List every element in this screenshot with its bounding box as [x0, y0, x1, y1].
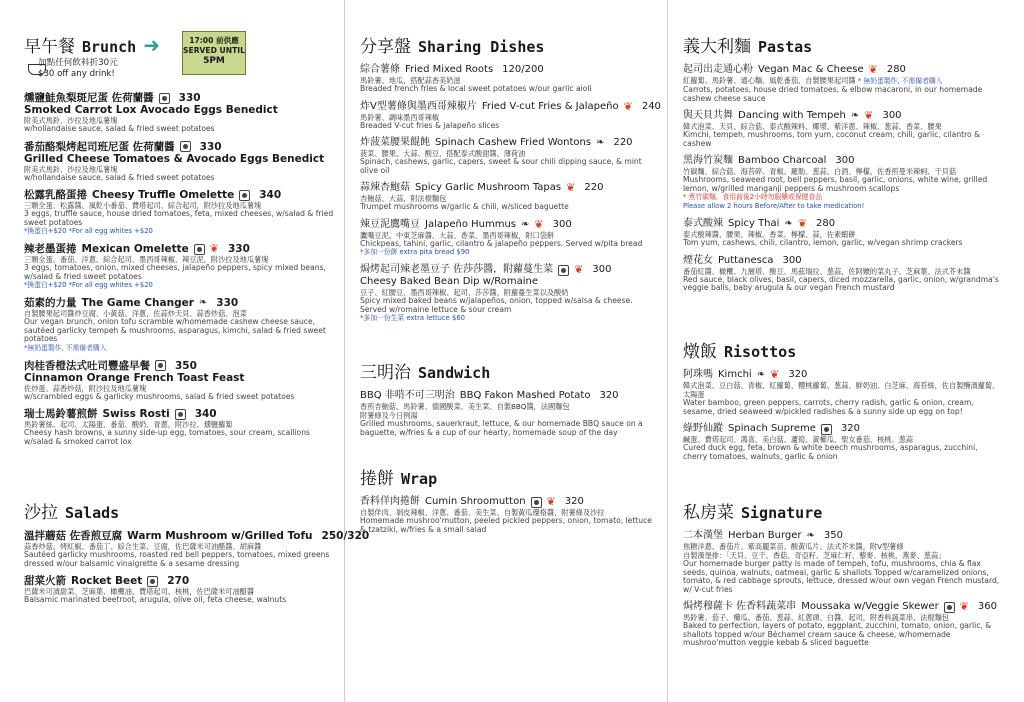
- item-ingredients: 紅蘿蔔、馬鈴薯、通心麵、風乾番茄、自製腰果起司醬: [683, 76, 856, 85]
- chili-icon: ❦: [864, 109, 874, 122]
- menu-item: [24, 575, 336, 605]
- item-price: 280: [816, 218, 836, 229]
- item-ingredients: 韓式泡菜、豆白菇、青椒、紅蘿蔔、櫻桃蘿蔔、葱蒜、鮮奶油、白芝麻、海苔絲，佐自製醃漬蘿蔔、太陽蛋: [683, 381, 1000, 399]
- vegetarian-icon: [155, 360, 166, 371]
- item-name-zh: 瑞士馬鈴薯煎餅: [24, 408, 98, 420]
- item-name-zh: 甜菜火箭: [24, 575, 66, 587]
- item-ingredients-en: Grilled mushrooms, sauerkraut, lettuce, & our homemade BBQ sauce on a baguette, w/fries & a cup of our hearty, homemade soup of the day: [360, 419, 643, 437]
- item-ingredients-en: Our vegan brunch, onion tofu scramble w/homemade cashew cheese sauce, sautéed garlicky tempeh & mushrooms, asparagus, kimchi, salad & fried sweet potatoes: [24, 317, 326, 343]
- menu-item: [360, 64, 658, 94]
- menu-item: [683, 255, 1001, 293]
- chili-icon: ❦: [546, 495, 556, 508]
- chili-icon: ❦: [868, 63, 878, 76]
- item-ingredients: 香煎杏鮑菇、馬鈴薯、德國酸菜、美生菜、自製BBQ醬，法國麵包: [360, 402, 570, 411]
- item-name-en: Spicy Garlic Mushroom Tapas: [415, 182, 562, 193]
- column-divider-left: [344, 0, 345, 702]
- arrow-icon: ➜: [143, 33, 160, 57]
- item-ingredients-en: w/hollandaise sauce, salad & fried sweet potatoes: [24, 124, 215, 133]
- item-ingredients-en: Red sauce, black olives, basil, capers, diced mozzarella, garlic, onion, w/grandma's veggie balls, baby arugula & our vegan French mustard: [683, 274, 999, 292]
- item-price: 340: [194, 408, 217, 420]
- item-name-zh: 蒜辣杏鮑菇: [360, 182, 410, 193]
- item-name-zh: 炸V型薯條與墨西哥辣椒片: [360, 100, 477, 112]
- item-price: 300: [782, 254, 802, 266]
- item-name-en: Moussaka w/Veggie Skewer: [801, 601, 939, 612]
- sandwich-title: [360, 358, 658, 383]
- item-name-en: Spinach Cashew Fried Wontons: [435, 137, 592, 148]
- item-ingredients-en: Sautéed garlicky mushrooms, roasted red bell peppers, tomatoes, mixed greens dressed w/our balsamic vinaigrette & a sesame dressing: [24, 550, 330, 568]
- item-ingredients-en: Tom yum, cashews, chili, cilantro, lemon, garlic, w/vegan shrimp crackers: [683, 238, 963, 247]
- item-ingredients: 自製佯肉、剝皮辣椒、洋蔥、番茄、美生菜、自製黃瓜優格醬，附薯條及沙拉: [360, 508, 605, 517]
- item-note: *無奶蛋製作, 不需備者購入: [24, 343, 107, 352]
- vegan-leaf-icon: ❧: [521, 218, 530, 230]
- item-name-en: The Game Changer: [81, 297, 194, 309]
- chili-icon: ❦: [623, 99, 633, 113]
- item-name-zh: 香料佯肉捲餅: [360, 496, 420, 507]
- item-name-en: Warm Mushroom w/Grilled Tofu: [127, 530, 313, 542]
- item-price: 320: [788, 369, 808, 380]
- item-note: *換蛋白+$20 *For all egg whites +$20: [24, 281, 153, 289]
- item-name-zh: 溫拌蘑菇 佐香煎豆腐: [24, 530, 123, 542]
- item-ingredients: 附美式馬鈴、沙拉及地瓜薯塊: [24, 164, 118, 174]
- item-ingredients: 鹹蛋、費塔起司、鴻喜、美白菇、蘆筍、黃櫛瓜、聖女番茄、核桃、葱蒜: [683, 435, 914, 444]
- item-name-en: Cheesy Truffle Omelette: [92, 189, 235, 201]
- menu-item: [683, 369, 1001, 416]
- item-price: 350: [175, 359, 197, 372]
- chili-icon: ❦: [566, 181, 576, 194]
- item-price: 270: [167, 575, 190, 587]
- vegetarian-icon: [558, 265, 569, 276]
- item-price: 330: [199, 140, 222, 153]
- risottos-title-en: Risottos: [724, 343, 797, 361]
- menu-item: [360, 137, 658, 175]
- served-zh: 17:00 前供應: [189, 36, 239, 45]
- item-name-en: Puttanesca: [718, 254, 774, 266]
- sharing-title-zh: 分享盤: [360, 37, 411, 57]
- menu-item: [360, 99, 661, 131]
- item-note: *多加一份餅 extra pita bread $90: [360, 248, 470, 256]
- item-price: 240: [641, 100, 661, 112]
- vegan-leaf-icon: ❧: [198, 297, 208, 308]
- item-ingredients-en: Kimchi, tempeh, mushrooms, tom yum, coconut cream, chili, garlic, cilantro & cashew: [683, 130, 981, 148]
- signature-title: [683, 498, 1001, 523]
- wrap-title: [360, 464, 658, 489]
- risottos-section: [683, 337, 1001, 468]
- vegetarian-icon: [239, 190, 250, 201]
- coffee-cup-icon: [28, 64, 46, 75]
- item-ingredients-2: 自製漢堡排：「天貝、豆干、香菇、奇亞籽、芝麻仁籽、藜麥、核桃、燕麥、葱蒜」: [683, 551, 946, 560]
- vegetarian-icon: [159, 93, 170, 104]
- salads-title-zh: 沙拉: [24, 503, 58, 523]
- served-en: SERVED UNTIL: [183, 46, 245, 55]
- item-name-en: Grilled Cheese Tomatoes & Avocado Eggs Benedict: [24, 152, 325, 165]
- item-name-en: Fried V-cut Fries & Jalapeño: [481, 100, 619, 112]
- item-note-en: Please allow 2 hours Before/After to take medication!: [683, 202, 865, 210]
- item-ingredients: 三顆全蛋、番茄、洋蔥、綜合起司、墨西哥辣椒、辣豆泥，附沙拉及地瓜薯塊: [24, 255, 269, 264]
- item-price: 220: [613, 137, 633, 148]
- vegetarian-icon: [175, 409, 186, 420]
- sandwich-title-en: Sandwich: [418, 364, 491, 382]
- salads-section: [24, 498, 370, 612]
- menu-item: [24, 189, 336, 236]
- item-ingredients-en: Trumpet mushrooms w/garlic & chili, w/sliced baguette: [360, 202, 569, 211]
- item-name-zh: 茹素的力量: [24, 297, 77, 309]
- item-price: 330: [216, 297, 239, 309]
- item-ingredients-en: Spinach, cashews, garlic, capers, sweet & sour chili dipping sauce, & mint olive oil: [360, 157, 642, 175]
- item-name-en: Fried Mixed Roots: [405, 64, 494, 75]
- item-name-zh: 煙花女: [683, 254, 713, 266]
- wrap-title-zh: 捲餅: [360, 469, 394, 489]
- item-ingredients: 馬鈴薯絲、起司、太陽蛋、番茄、酸奶、青蔥，附沙拉、燻鹽蘿蔔: [24, 420, 233, 429]
- drink-promo: [38, 58, 118, 80]
- item-name-en: Spicy Thai: [728, 218, 780, 229]
- item-ingredients-en: w/scrambled eggs & garlicky mushrooms, salad & fried sweet potatoes: [24, 391, 295, 401]
- item-price: 280: [886, 64, 906, 75]
- menu-item: [683, 530, 1001, 594]
- item-ingredients-en: Balsamic marinated beetroot, arugula, olive oil, feta cheese, walnuts: [24, 595, 287, 604]
- item-ingredients: 巴薩米可漬甜菜、芝麻葉、橄欖油、費塔起司、核桃，佐巴薩米可油醋醬: [24, 587, 255, 596]
- brunch-title-zh: 早午餐: [24, 37, 75, 57]
- item-ingredients-en: Spicy mixed baked beans w/jalapeños, onion, topped w/salsa & cheese. Served w/romaine lettuce & sour cream: [360, 296, 633, 314]
- item-ingredients-en: Breaded french fries & local sweet potatoes w/our garlic aioli: [360, 84, 592, 93]
- item-name-zh: 辣老墨蛋捲: [24, 243, 77, 255]
- item-name-en: Smoked Carrot Lox Avocado Eggs Benedict: [24, 104, 278, 116]
- chili-icon: ❦: [770, 368, 780, 381]
- vegetarian-icon: [944, 602, 955, 613]
- promo-zh: 加點任何飲料折30元: [38, 58, 118, 68]
- wrap-title-en: Wrap: [401, 470, 438, 488]
- item-ingredients: 馬鈴薯、調味墨西哥辣椒: [360, 112, 440, 122]
- sharing-title: [360, 32, 658, 57]
- menu-item: [24, 530, 370, 568]
- item-ingredients-en: Our homemade burger patty is made of tempeh, tofu, mushrooms, chia & flax seeds, quinoa, walnuts, oatmeal, garlic & shallots Topped w/caramelized onions, tomato, & red cabbage sprouts, lettuce, dressed w/our own vegan French mustard, w/ V-cut fries: [683, 559, 1000, 594]
- item-name-zh: 炸菠菜腰果餛飩: [360, 137, 430, 148]
- item-ingredients: 馬鈴薯、茄子、櫛瓜、番茄、葱蒜、紅蔥頭、白醬、起司，附香料蔬菜串、法棍麵包: [683, 613, 949, 622]
- item-ingredients: 杏鮑菇、大蒜，附法棍麵包: [360, 194, 447, 203]
- item-price: 330: [227, 243, 250, 255]
- menu-item: [360, 264, 658, 323]
- item-name-zh: 焗烤起司辣老墨豆子 佐莎莎醬，附蘿蔓生菜: [360, 264, 554, 275]
- item-price: 320: [564, 496, 584, 507]
- sharing-title-en: Sharing Dishes: [418, 38, 545, 56]
- item-ingredients: 韓式泡菜、天貝、綜合菇、泰式酸辣料、椰漿、紫洋蔥、辣椒、葱蒜、香菜、腰果: [683, 122, 942, 131]
- item-ingredients-en: Carrots, potatoes, house dried tomatoes, & elbow macaroni, in our homemade cashew cheese sauce: [683, 85, 983, 103]
- item-name-en: Cheesy Baked Bean Dip w/Romaine: [360, 276, 538, 287]
- item-name-en: Kimchi: [718, 369, 752, 380]
- item-ingredients: 菠菜、腰果、大蒜、酸豆，搭配泰式酸甜醬、薄荷油: [360, 149, 526, 158]
- item-ingredients: 蒜香炒菇、烤紅椒、番茄丁、綜合生菜、豆腐，佐巴薩米可油醋醬、胡麻醬: [24, 542, 262, 551]
- item-ingredients-en: 3 eggs, tomatoes, onion, mixed cheeses, jalapeño peppers, spicy mixed beans, w/salad & fried sweet potatoes: [24, 263, 326, 281]
- chili-icon: ❦: [797, 217, 808, 230]
- item-price: 220: [584, 182, 604, 193]
- menu-item: [24, 297, 336, 353]
- vegetarian-icon: [194, 244, 205, 255]
- item-name-en: Rocket Beet: [71, 575, 143, 587]
- item-ingredients-en: Homemade mushroo'mutton, peeled pickled peppers, onion, tomato, lettuce & tzatziki, w/fries & a small salad: [360, 516, 652, 534]
- item-ingredients-en: Cheesy hash browns, a sunny side-up egg, tomatoes, sour cream, scallions w/salad & smoked carrot lox: [24, 428, 310, 446]
- item-price: 320: [840, 423, 861, 434]
- vegetarian-icon: [531, 497, 542, 508]
- item-ingredients: 佐炒蛋、蒜香炒菇，附沙拉及地瓜薯塊: [24, 383, 147, 393]
- brunch-section: [24, 32, 336, 446]
- pastas-title-en: Pastas: [758, 38, 813, 56]
- item-name-en: Herban Burger: [728, 530, 802, 541]
- chili-icon: ❦: [959, 600, 969, 613]
- item-ingredients: 三顆全蛋、松露醬、風乾小番茄、費塔起司、綜合起司，附沙拉及地瓜薯塊: [24, 201, 262, 210]
- item-ingredients-en: Cured duck egg, feta, brown & white beech mushrooms, asparagus, zucchini, cherry tomatoes, walnuts, garlic & onion: [683, 443, 978, 461]
- item-price: 340: [259, 189, 282, 201]
- item-ingredients-en: 3 eggs, truffle sauce, house dried tomatoes, feta, mixed cheeses, w/salad & fried sweet potatoes: [24, 209, 334, 227]
- item-ingredients: 焦糖洋蔥、番茄片、紫高麗菜苗、酸黃瓜片、法式芥末醬，附V型薯條: [683, 542, 904, 551]
- menu-item: [24, 243, 336, 290]
- item-name-zh: BBQ 非啃不可三明治: [360, 390, 455, 401]
- item-name-zh: 與天貝共舞: [683, 110, 733, 121]
- menu-item: [24, 360, 336, 402]
- item-ingredients: 附美式馬鈴、沙拉及地瓜薯塊: [24, 116, 118, 125]
- item-name-zh: 二本漢堡: [683, 530, 723, 541]
- item-price: 360: [977, 601, 997, 612]
- menu-item: [360, 182, 658, 212]
- promo-en: $30 off any drink!: [38, 69, 115, 79]
- menu-item: [683, 218, 1001, 248]
- chili-icon: ❦: [574, 263, 584, 276]
- item-price: 350: [823, 530, 844, 541]
- salads-title-en: Salads: [65, 504, 120, 522]
- vegan-leaf-icon: ❧: [850, 110, 860, 121]
- vegetarian-icon: [821, 424, 832, 435]
- item-ingredients-en: Chickpeas, tahini, garlic, cilantro & jalapeño peppers. Served w/pita bread: [360, 238, 643, 248]
- item-price: 300: [835, 155, 855, 166]
- vegetarian-icon: [180, 141, 191, 152]
- signature-title-zh: 私房菜: [683, 503, 734, 523]
- item-name-zh: 綠野仙蹤: [683, 423, 723, 434]
- item-name-en: Swiss Rosti: [102, 408, 170, 420]
- item-ingredients: 豆子、紅腰豆、墨西哥辣椒、起司、莎莎醬，附蘿蔓生菜以及酸奶: [360, 288, 569, 297]
- sandwich-title-zh: 三明治: [360, 363, 411, 383]
- column-divider-right: [667, 0, 668, 702]
- item-name-en: Cinnamon Orange French Toast Feast: [24, 371, 245, 384]
- vegan-leaf-icon: ❧: [596, 137, 605, 148]
- item-ingredients: 泰式酸辣醬、腰果、辣椒、香菜、檸檬、蒜，佐素蝦餅: [683, 230, 856, 239]
- pastas-title-zh: 義大利麵: [683, 37, 751, 57]
- item-note: * 煮竹碳麵，食用前後2小時勿服藥或保健食品: [683, 193, 823, 201]
- vegan-leaf-icon: ❧: [784, 218, 793, 229]
- signature-title-en: Signature: [741, 504, 823, 522]
- item-name-en: Bamboo Charcoal: [738, 155, 827, 166]
- vegan-leaf-icon: ❧: [756, 369, 766, 380]
- menu-item: [24, 408, 336, 446]
- item-name-en: Spinach Supreme: [728, 423, 816, 434]
- item-price: 320: [599, 390, 619, 401]
- item-ingredients: 番茄紅醬、橄欖、九層塔、酸豆、馬茲瑞拉、葱蒜，佐阿嬤的菜丸子、芝麻葉、法式芥末醬: [683, 266, 971, 276]
- item-name-en: Mexican Omelette: [81, 243, 189, 255]
- item-name-zh: 綜合薯條: [360, 64, 400, 75]
- item-price: 300: [882, 110, 902, 121]
- item-ingredients-2: 附薯條及今日例湯: [360, 411, 418, 420]
- item-price: 300: [592, 264, 612, 275]
- item-ingredients: 鷹嘴豆泥、中東芝麻醬、大蒜、香菜、墨西哥辣椒，附口袋餅: [360, 230, 555, 240]
- risottos-title: [683, 337, 1001, 362]
- item-name-zh: 肉桂香橙法式吐司豐盛早餐: [24, 359, 150, 372]
- item-ingredients: 竹碳麵、綜合菇、海苔碎、青椒、羅勒、葱蒜、白酒、檸檬，佐香煎曼米辣蚵、干貝菇: [683, 167, 957, 176]
- item-ingredients-en: Baked to perfection, layers of potato, eggplant, zucchini, tomato, onion, garlic, & shallots topped w/our Béchamel cream sauce & cheese, w/homemade mushroo'mutton veggie kebab & sliced baguette: [683, 621, 992, 647]
- item-price: 250/320: [321, 530, 370, 542]
- menu-item: [24, 92, 336, 134]
- wrap-section: [360, 464, 658, 541]
- pastas-title: [683, 32, 1001, 57]
- item-price: 330: [178, 92, 201, 104]
- sharing-section: [360, 32, 661, 330]
- menu-item: [683, 423, 1001, 461]
- item-price: 300: [552, 218, 572, 230]
- item-ingredients: 自製腰果起司醬炒豆腐、小黃菇、洋蔥，佐蒜炒天貝、蒜香炒菇、泡菜: [24, 309, 247, 318]
- risottos-title-zh: 燉飯: [683, 342, 717, 362]
- signature-section: [683, 498, 1001, 655]
- menu-item: [360, 390, 658, 437]
- menu-item: [683, 64, 1001, 103]
- chili-icon: ❦: [534, 217, 544, 231]
- item-name-zh: 泰式酸辣: [683, 218, 723, 229]
- salads-title: [24, 498, 336, 523]
- item-name-en: Jalapeño Hummus: [425, 218, 517, 230]
- pastas-section: [683, 32, 1001, 300]
- item-ingredients-en: Breaded V-cut fries & jalapeño slices: [360, 120, 500, 130]
- item-name-zh: 番茄酪梨烤起司班尼蛋 佐荷蘭醬: [24, 140, 175, 153]
- item-ingredients-en: Water bamboo, green peppers, carrots, cherry radish, garlic & onion, cream, sesame, dried seaweed w/pickled radishes & a sunny side up egg on top!: [683, 398, 974, 416]
- item-name-en: Dancing with Tempeh: [738, 110, 846, 121]
- sandwich-section: [360, 358, 658, 444]
- item-ingredients-en: w/hollandaise sauce, salad & fried sweet potatoes: [24, 172, 215, 182]
- item-ingredients-en: Mushrooms, seaweed root, bell peppers, basil, garlic, onions, white wine, grilled lemon, w/grilled manganji peppers & mushroom scallops: [683, 175, 988, 193]
- item-price: 120/200: [502, 64, 544, 75]
- served-until-box: [182, 31, 246, 75]
- item-name-en: BBQ Fakon Mashed Potato: [459, 390, 591, 401]
- item-name-zh: 黑海竹炭麵: [683, 155, 733, 166]
- item-name-zh: 辣豆泥鷹嘴豆: [360, 218, 420, 230]
- menu-item: [360, 496, 658, 534]
- brunch-title-en: Brunch: [82, 38, 137, 56]
- item-name-zh: 阿珠嗎: [683, 369, 713, 380]
- item-name-zh: 起司出走通心粉: [683, 64, 753, 75]
- menu-item: [683, 110, 1001, 148]
- menu-item: [360, 219, 658, 258]
- item-name-en: Cumin Shroomutton: [425, 496, 526, 507]
- menu-item: [683, 155, 1001, 211]
- vegetarian-icon: [147, 576, 158, 587]
- menu-item: [24, 141, 336, 183]
- item-name-zh: 燻鹽鮭魚梨斑尼蛋 佐荷蘭醬: [24, 92, 154, 104]
- item-name-zh: 松露乳酪蛋捲: [24, 189, 87, 201]
- item-note: * 無奶蛋製作, 不需備者購入: [857, 77, 943, 85]
- chili-icon: ❦: [209, 242, 219, 255]
- vegan-leaf-icon: ❧: [806, 530, 815, 541]
- brunch-title: [24, 32, 336, 57]
- item-name-en: Vegan Mac & Cheese: [758, 64, 864, 75]
- item-ingredients: 馬鈴薯、地瓜，搭配蒜香美奶滋: [360, 76, 461, 85]
- served-time: 5PM: [203, 56, 225, 66]
- menu-item: [683, 601, 1001, 648]
- item-name-zh: 焗烤穆薩卡 佐香料蔬菜串: [683, 601, 797, 612]
- item-note: *換蛋白+$20 *For all egg whites +$20: [24, 227, 153, 235]
- item-note: *多加一份生菜 extra lettuce $60: [360, 314, 465, 322]
